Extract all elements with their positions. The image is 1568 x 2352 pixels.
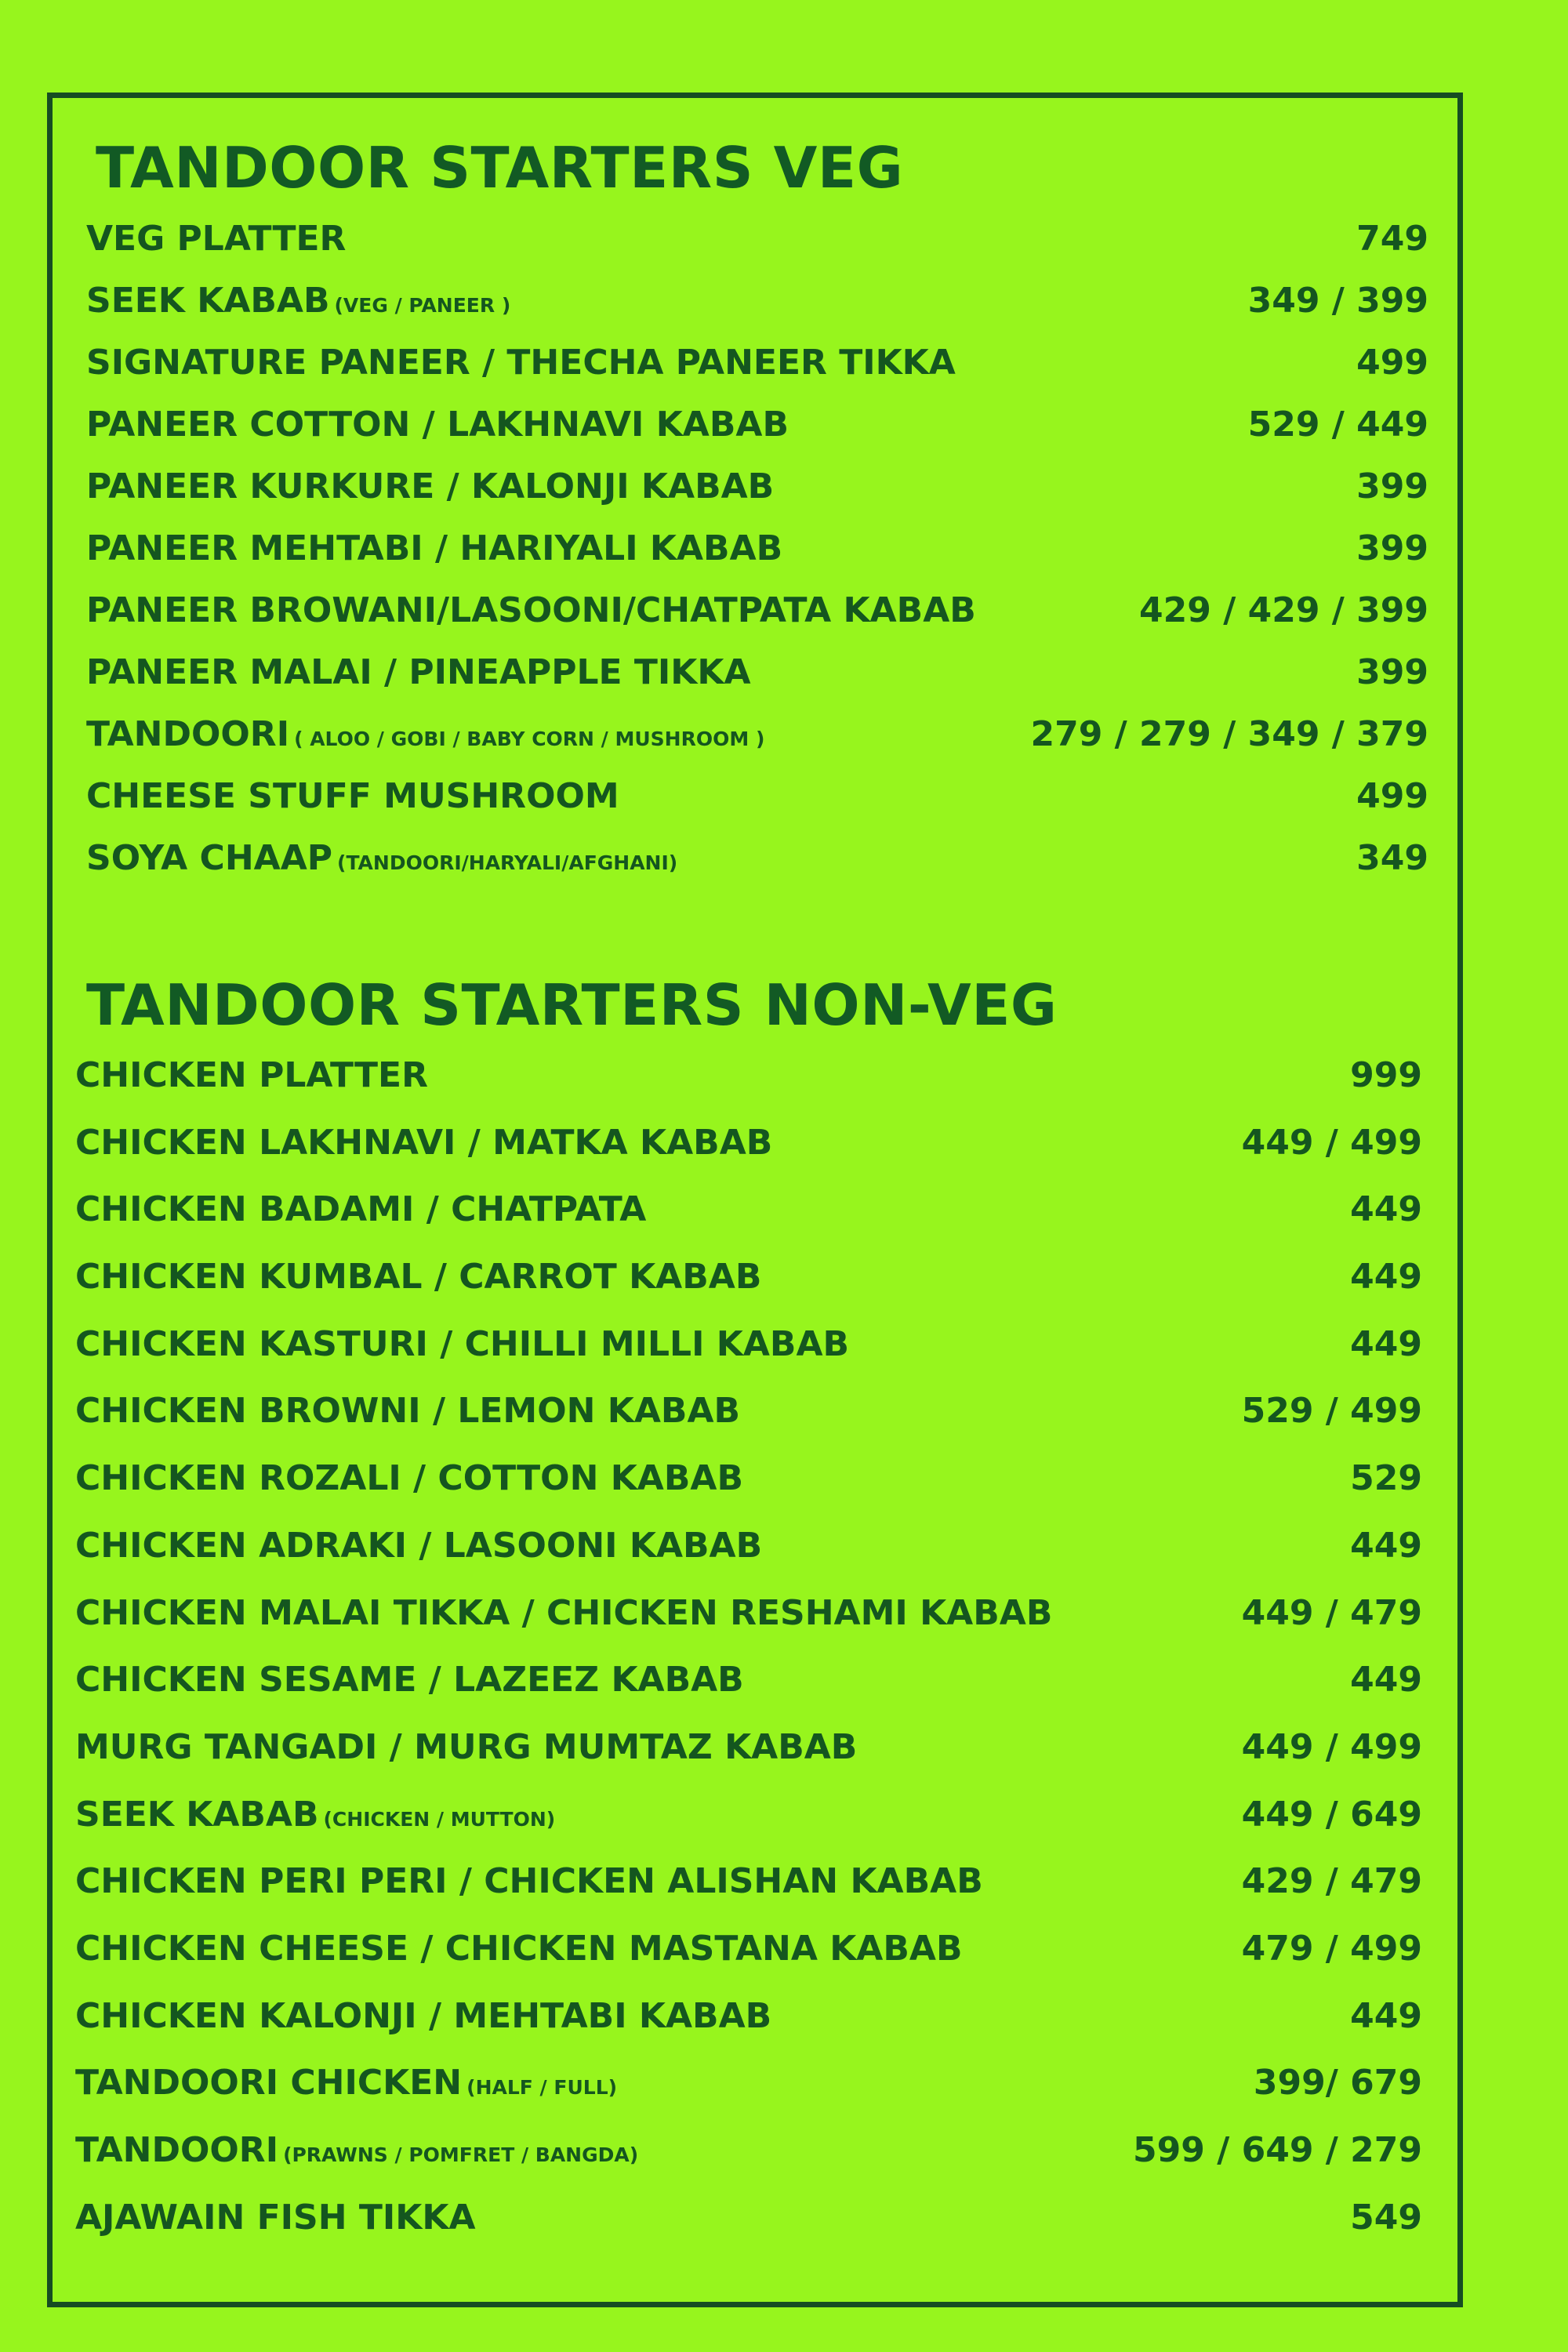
menu-item-label xyxy=(75,1660,744,1700)
menu-item-name: CHICKEN PERI PERI / CHICKEN ALISHAN KABAB xyxy=(75,1861,983,1902)
menu-item-price: 499 xyxy=(1356,776,1428,816)
menu-item-name: PANEER MEHTABI / HARIYALI KABAB xyxy=(86,528,783,568)
menu-item-note: (VEG / PANEER ) xyxy=(334,294,511,317)
menu-item-name: PANEER COTTON / LAKHNAVI KABAB xyxy=(86,405,789,445)
menu-item-label xyxy=(86,219,347,259)
menu-item-price: 529 / 499 xyxy=(1241,1391,1422,1432)
menu-item-label xyxy=(86,652,751,692)
menu-item-label xyxy=(75,1592,1053,1633)
menu-item-price: 549 xyxy=(1350,2197,1422,2238)
menu-item-row xyxy=(75,1323,1422,1395)
menu-item-note: ( ALOO / GOBI / BABY CORN / MUSHROOM ) xyxy=(294,728,765,750)
menu-item-label xyxy=(75,1525,763,1566)
menu-item-label xyxy=(75,1458,743,1499)
menu-item-name: CHICKEN ROZALI / COTTON KABAB xyxy=(75,1458,743,1499)
menu-item-row xyxy=(75,1189,1422,1260)
menu-item-price: 529 / 449 xyxy=(1247,405,1428,445)
menu-item-row xyxy=(86,590,1428,655)
menu-item-name: CHICKEN PLATTER xyxy=(75,1055,428,1095)
veg-items-list xyxy=(86,219,1428,903)
menu-item-price: 749 xyxy=(1356,219,1428,259)
menu-item-row xyxy=(75,2130,1422,2201)
menu-item-label xyxy=(86,405,789,445)
menu-item-price: 449 / 499 xyxy=(1241,1122,1422,1163)
menu-item-label xyxy=(75,1189,647,1230)
menu-item-name: VEG PLATTER xyxy=(86,219,347,259)
menu-item-price: 449 / 499 xyxy=(1241,1726,1422,1767)
menu-item-name: AJAWAIN FISH TIKKA xyxy=(75,2197,476,2238)
menu-item-price: 529 xyxy=(1350,1458,1422,1499)
menu-item-row xyxy=(75,1660,1422,1730)
menu-item-price: 429 / 479 xyxy=(1241,1861,1422,1902)
menu-item-name: SOYA CHAAP xyxy=(86,838,333,878)
veg-section-title: TANDOOR STARTERS VEG xyxy=(96,135,904,201)
menu-item-price: 479 / 499 xyxy=(1241,1928,1422,1969)
menu-item-label xyxy=(86,838,678,878)
menu-item-label xyxy=(75,1122,773,1163)
menu-item-price: 449 xyxy=(1350,1257,1422,1298)
menu-item-price: 449 xyxy=(1350,1525,1422,1566)
menu-item-row xyxy=(75,1055,1422,1126)
menu-item-name: SEEK KABAB xyxy=(75,1794,319,1835)
nonveg-section-title: TANDOOR STARTERS NON-VEG xyxy=(86,972,1058,1038)
menu-item-name: CHICKEN LAKHNAVI / MATKA KABAB xyxy=(75,1122,773,1163)
menu-item-label xyxy=(75,1257,762,1298)
menu-item-row xyxy=(86,343,1428,408)
menu-item-row xyxy=(75,1257,1422,1327)
menu-item-label xyxy=(86,714,765,754)
menu-item-row xyxy=(86,838,1428,903)
menu-item-label xyxy=(75,2130,639,2170)
menu-item-price: 449 xyxy=(1350,1323,1422,1364)
menu-item-price: 449 xyxy=(1350,1660,1422,1700)
menu-item-label xyxy=(75,1794,556,1835)
menu-item-row xyxy=(86,466,1428,532)
menu-item-name: CHICKEN ADRAKI / LASOONI KABAB xyxy=(75,1525,763,1566)
menu-item-row xyxy=(75,1794,1422,1865)
menu-item-row xyxy=(75,2197,1422,2268)
menu-item-name: PANEER BROWANI/LASOONI/CHATPATA KABAB xyxy=(86,590,976,630)
menu-item-name: CHICKEN KASTURI / CHILLI MILLI KABAB xyxy=(75,1323,850,1364)
menu-item-price: 449 / 479 xyxy=(1241,1592,1422,1633)
menu-item-row xyxy=(86,652,1428,717)
menu-item-name: CHICKEN SESAME / LAZEEZ KABAB xyxy=(75,1660,744,1700)
menu-item-label xyxy=(75,2063,618,2103)
menu-item-label xyxy=(75,2197,476,2238)
menu-item-price: 429 / 429 / 399 xyxy=(1139,590,1428,630)
menu-item-label xyxy=(75,1861,983,1902)
menu-item-price: 349 / 399 xyxy=(1247,281,1428,321)
menu-item-label xyxy=(86,776,619,816)
menu-item-label xyxy=(86,590,976,630)
menu-item-label xyxy=(86,281,511,321)
menu-item-name: TANDOORI xyxy=(75,2130,279,2170)
menu-item-price: 399 xyxy=(1356,652,1428,692)
menu-item-price: 279 / 279 / 349 / 379 xyxy=(1030,714,1428,754)
menu-item-name: CHICKEN KUMBAL / CARROT KABAB xyxy=(75,1257,762,1298)
menu-item-label xyxy=(86,466,775,506)
menu-item-price: 499 xyxy=(1356,343,1428,383)
menu-item-row xyxy=(75,1525,1422,1596)
nonveg-items-list xyxy=(75,1055,1422,2267)
menu-item-row xyxy=(75,1995,1422,2067)
menu-item-row xyxy=(75,1928,1422,1999)
menu-item-row xyxy=(86,405,1428,470)
menu-item-note: (CHICKEN / MUTTON) xyxy=(323,1807,556,1831)
menu-item-label xyxy=(75,1323,850,1364)
menu-item-name: TANDOORI xyxy=(86,714,290,754)
menu-item-note: (TANDOORI/HARYALI/AFGHANI) xyxy=(337,851,678,874)
menu-item-row xyxy=(86,528,1428,593)
menu-item-note: (PRAWNS / POMFRET / BANGDA) xyxy=(283,2143,639,2166)
menu-item-name: CHICKEN KALONJI / MEHTABI KABAB xyxy=(75,1995,772,2036)
menu-item-name: SEEK KABAB xyxy=(86,281,330,321)
menu-item-price: 349 xyxy=(1356,838,1428,878)
menu-item-label xyxy=(75,1928,963,1969)
menu-item-name: PANEER KURKURE / KALONJI KABAB xyxy=(86,466,775,506)
menu-item-row xyxy=(86,776,1428,841)
menu-item-label xyxy=(75,1055,428,1095)
menu-item-name: MURG TANGADI / MURG MUMTAZ KABAB xyxy=(75,1726,858,1767)
menu-item-name: CHICKEN BROWNI / LEMON KABAB xyxy=(75,1391,741,1432)
menu-item-name: CHICKEN CHEESE / CHICKEN MASTANA KABAB xyxy=(75,1928,963,1969)
menu-item-note: (HALF / FULL) xyxy=(466,2076,618,2100)
menu-item-label xyxy=(86,343,956,383)
menu-item-row xyxy=(75,1861,1422,1932)
menu-item-row xyxy=(75,1122,1422,1193)
menu-item-row xyxy=(75,1391,1422,1461)
menu-item-price: 399 xyxy=(1356,466,1428,506)
menu-item-label xyxy=(75,1391,741,1432)
menu-item-name: CHEESE STUFF MUSHROOM xyxy=(86,776,619,816)
menu-item-price: 449 xyxy=(1350,1189,1422,1230)
menu-item-row xyxy=(75,1458,1422,1529)
menu-item-row xyxy=(75,1726,1422,1798)
menu-item-price: 599 / 649 / 279 xyxy=(1133,2130,1422,2170)
menu-item-label xyxy=(75,1995,772,2036)
menu-item-name: TANDOORI CHICKEN xyxy=(75,2063,463,2103)
menu-item-name: CHICKEN MALAI TIKKA / CHICKEN RESHAMI KABAB xyxy=(75,1592,1053,1633)
menu-item-row xyxy=(86,714,1428,779)
menu-item-row xyxy=(75,2063,1422,2133)
menu-item-price: 449 xyxy=(1350,1995,1422,2036)
menu-item-name: SIGNATURE PANEER / THECHA PANEER TIKKA xyxy=(86,343,956,383)
menu-item-row xyxy=(86,281,1428,346)
menu-item-name: CHICKEN BADAMI / CHATPATA xyxy=(75,1189,647,1230)
menu-item-price: 999 xyxy=(1350,1055,1422,1095)
menu-item-price: 399 xyxy=(1356,528,1428,568)
menu-item-row xyxy=(86,219,1428,284)
menu-item-label xyxy=(75,1726,858,1767)
menu-item-name: PANEER MALAI / PINEAPPLE TIKKA xyxy=(86,652,751,692)
menu-item-price: 449 / 649 xyxy=(1241,1794,1422,1835)
menu-item-price: 399/ 679 xyxy=(1253,2063,1422,2103)
menu-item-label xyxy=(86,528,783,568)
menu-item-row xyxy=(75,1592,1422,1664)
